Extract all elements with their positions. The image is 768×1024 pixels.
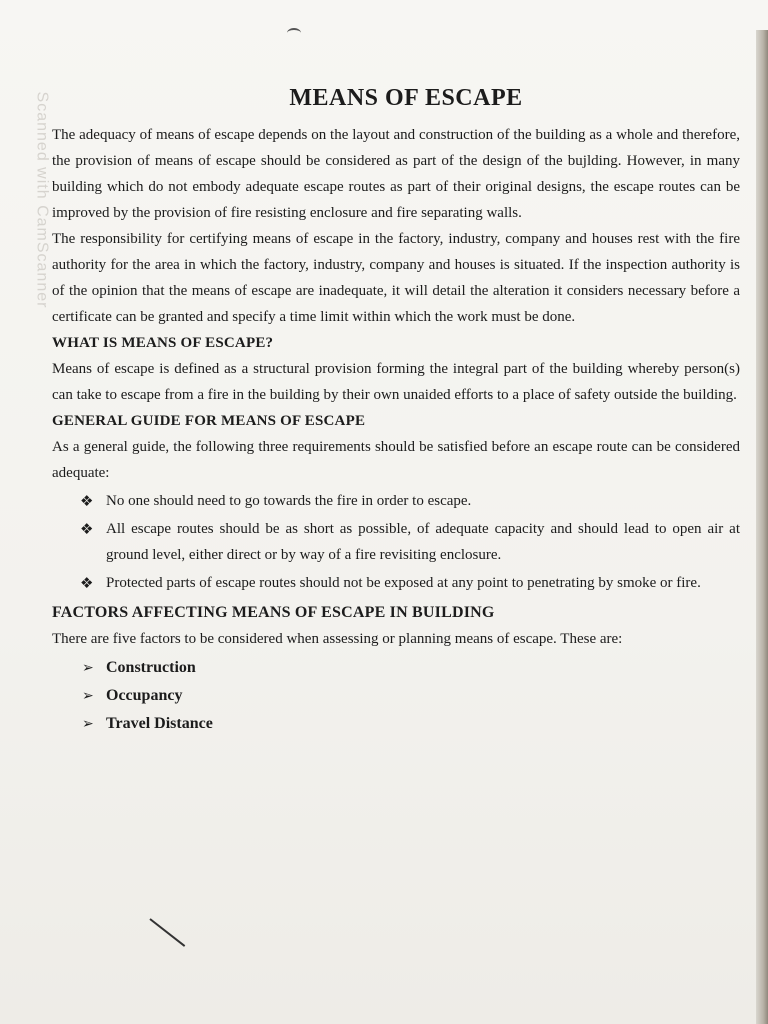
document-title: MEANS OF ESCAPE [289,85,523,111]
arrow-bullet-icon: ➢ [82,660,94,676]
page-edge-shadow [756,30,768,1024]
section-heading-factors: FACTORS AFFECTING MEANS OF ESCAPE IN BUILDING [52,604,495,621]
list-item-text: All escape routes should be as short as possible, of adequate capacity and should lead to open air at ground level, either direct or by way of a fire revisiting enclosure. [106,521,740,563]
pen-mark-top [287,28,301,38]
document-body [52,82,740,738]
pen-mark-stroke [149,918,185,947]
list-item [52,570,740,596]
scanner-watermark [30,60,52,340]
section-body-definition: Means of escape is defined as a structural provision forming the integral part of the building whereby person(s) can take to escape from a fire in the building by their own unaided efforts to a place of safety outside the building. [52,361,740,403]
intro-paragraph-1: The adequacy of means of escape depends on the layout and construction of the building as a whole and therefore, the provision of means of escape should be considered as part of the design of the bujlding. However, in many building which do not embody adequate escape routes as part of their original designs, the escape routes can be improved by the provision of fire resisting enclosure and fire separating walls. [52,127,740,221]
diamond-bullet-icon: ❖ [80,574,94,592]
list-item-text: Travel Distance [106,715,213,732]
list-item-text: Construction [106,659,196,676]
list-item-text: No one should need to go towards the fire in order to escape. [106,493,472,509]
requirements-list [52,488,740,596]
diamond-bullet-icon: ❖ [80,520,94,538]
section-heading-definition: WHAT IS MEANS OF ESCAPE? [52,335,274,351]
arrow-bullet-icon: ➢ [82,716,94,732]
list-item [52,710,740,738]
list-item [52,682,740,710]
list-item [52,488,740,514]
list-item-text: Occupancy [106,687,183,704]
section-heading-general-guide: GENERAL GUIDE FOR MEANS OF ESCAPE [52,413,366,429]
section-body-factors: There are five factors to be considered when assessing or planning means of escape. These are: [52,631,623,647]
watermark-text: Scanned with CamScanner [33,91,51,309]
section-body-general-guide: As a general guide, the following three requirements should be satisfied before an escape route can be considered adequate: [52,439,740,481]
list-item [52,654,740,682]
intro-paragraph-2: The responsibility for certifying means of escape in the factory, industry, company and houses rest with the fire authority for the area in which the factory, industry, company and houses is situated. If the inspection authority is of the opinion that the means of escape are inadequate, it will detail the alteration it considers necessary before a certificate can be granted and specify a time limit within which the work must be done. [52,231,740,325]
factors-list [52,654,740,738]
list-item [52,516,740,568]
arrow-bullet-icon: ➢ [82,688,94,704]
list-item-text: Protected parts of escape routes should not be exposed at any point to penetrating by smoke or fire. [106,575,701,591]
diamond-bullet-icon: ❖ [80,492,94,510]
